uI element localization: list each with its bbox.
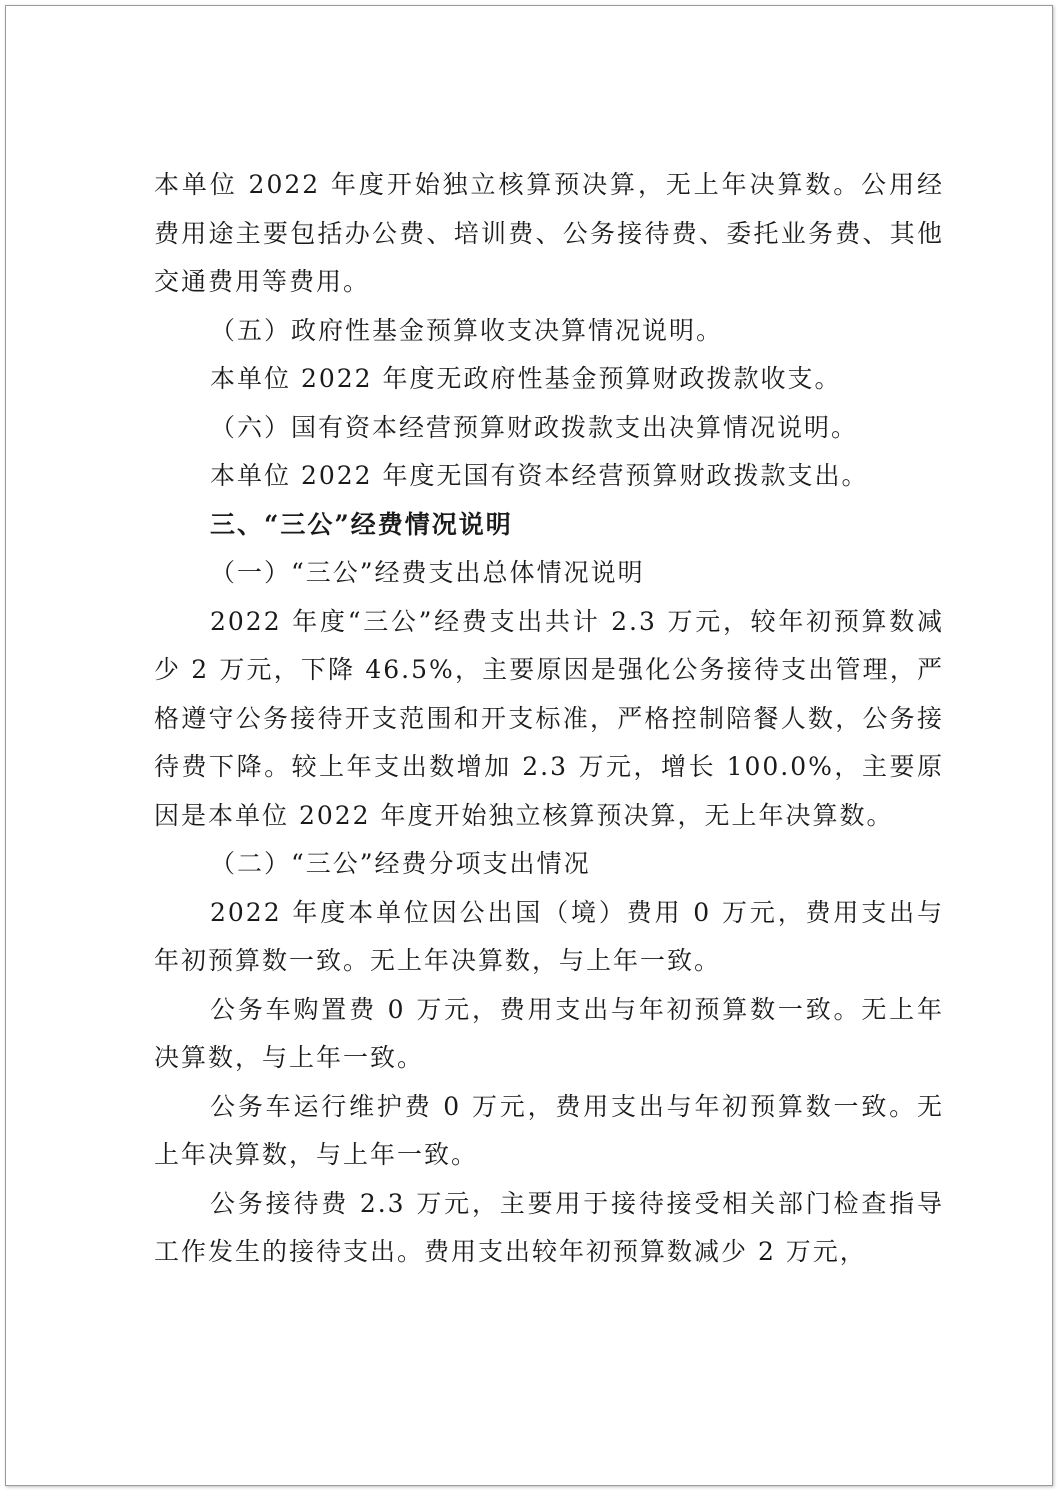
subheading-itemized-expense: （二）“三公”经费分项支出情况 bbox=[210, 849, 591, 878]
document-body bbox=[154, 161, 944, 1277]
paragraph-public-funds-note: 本单位 2022 年度开始独立核算预决算，无上年决算数。公用经费用途主要包括办公费、培训费、公务接待费、委托业务费、其他交通费用等费用。 bbox=[154, 170, 944, 296]
paragraph-state-capital: 本单位 2022 年度无国有资本经营预算财政拨款支出。 bbox=[210, 461, 869, 490]
paragraph-reception-expense: 公务接待费 2.3 万元，主要用于接待接受相关部门检查指导工作发生的接待支出。费用支出较年初预算数减少 2 万元， bbox=[154, 1188, 944, 1266]
document-page bbox=[5, 5, 1053, 1486]
subheading-government-fund: （五）政府性基金预算收支决算情况说明。 bbox=[210, 315, 724, 345]
paragraph-overall-expense: 2022 年度“三公”经费支出共计 2.3 万元，较年初预算数减少 2 万元，下降 46.5%，主要原因是强化公务接待支出管理，严格遵守公务接待开支范围和开支标准，严格控制陪餐人数，公务接待费下降。较上年支出数增加 2.3 万元，增长 100.0%，主要原因是本单位 2022 年度开始独立核算预决算，无上年决算数。 bbox=[154, 606, 944, 830]
paragraph-vehicle-maintenance: 公务车运行维护费 0 万元，费用支出与年初预算数一致。无上年决算数，与上年一致。 bbox=[154, 1091, 944, 1169]
subheading-state-capital: （六）国有资本经营预算财政拨款支出决算情况说明。 bbox=[210, 412, 859, 442]
section-heading-three-public: 三、“三公”经费情况说明 bbox=[210, 509, 513, 539]
paragraph-government-fund: 本单位 2022 年度无政府性基金预算财政拨款收支。 bbox=[210, 364, 842, 393]
paragraph-overseas-travel: 2022 年度本单位因公出国（境）费用 0 万元，费用支出与年初预算数一致。无上年决算数，与上年一致。 bbox=[154, 897, 944, 975]
subheading-overall-expense: （一）“三公”经费支出总体情况说明 bbox=[210, 558, 645, 587]
paragraph-vehicle-purchase: 公务车购置费 0 万元，费用支出与年初预算数一致。无上年决算数，与上年一致。 bbox=[154, 994, 944, 1072]
